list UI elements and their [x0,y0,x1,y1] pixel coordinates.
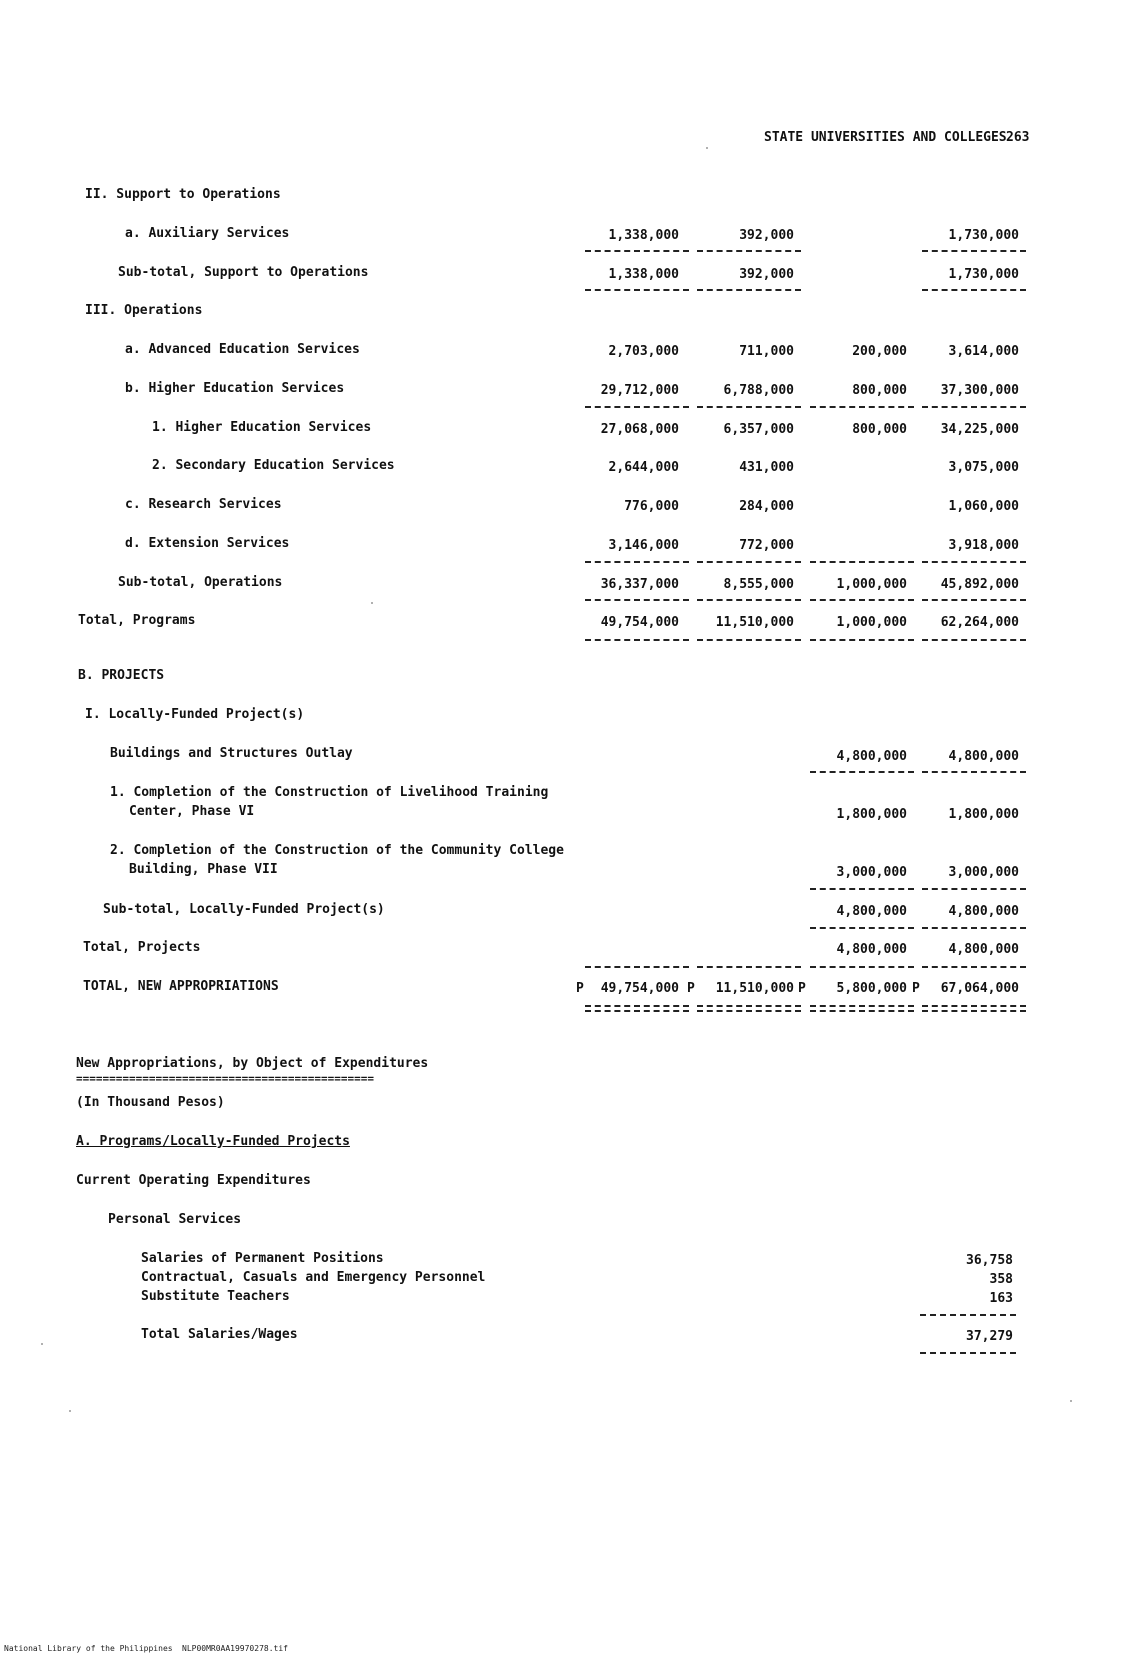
operations-subtotal-col2: 8,555,000 [723,577,794,592]
current-operating-heading: Current Operating Expenditures [76,1173,311,1188]
grand-total-col2: 11,510,000 [715,981,794,996]
total-projects-col4: 4,800,000 [948,942,1019,957]
rule [922,289,1026,291]
peso-sign-col2: P [687,981,695,996]
scan-speck [1070,1400,1072,1402]
page-number: 263 [1006,130,1030,145]
total-programs-col2: 11,510,000 [715,615,794,630]
rule [922,966,1026,968]
peso-sign-col3: P [798,981,806,996]
total-projects-label: Total, Projects [83,940,201,955]
rule [697,250,801,252]
contractual-item-value: 358 [989,1272,1013,1287]
research-col2: 284,000 [739,499,794,514]
support-subtotal-label: Sub-total, Support to Operations [118,265,369,280]
operations-heading: III. Operations [85,303,203,318]
scan-speck [706,147,708,149]
substitute-item-label: Substitute Teachers [141,1289,290,1304]
rule [922,771,1026,773]
extension-col1: 3,146,000 [608,538,679,553]
operations-subtotal-col4: 45,892,000 [940,577,1019,592]
peso-sign-col1: P [576,981,584,996]
advanced-col3: 200,000 [852,344,907,359]
higher-col2: 6,788,000 [723,383,794,398]
higher-col3: 800,000 [852,383,907,398]
extension-label: d. Extension Services [125,536,290,551]
contractual-item-label: Contractual, Casuals and Emergency Personnel [141,1270,486,1285]
operations-subtotal-label: Sub-total, Operations [118,575,283,590]
objects-heading: New Appropriations, by Object of Expenditures [76,1056,429,1071]
peso-sign-col4: P [912,981,920,996]
project1-col4: 1,800,000 [948,807,1019,822]
unit-note: (In Thousand Pesos) [76,1095,225,1110]
operations-subtotal-col3: 1,000,000 [836,577,907,592]
rule [585,599,689,601]
projects-heading: B. PROJECTS [78,668,165,683]
rule [810,639,914,641]
extension-col4: 3,918,000 [948,538,1019,553]
support-subtotal-col4: 1,730,000 [948,267,1019,282]
scan-speck [69,1410,71,1412]
personal-services-heading: Personal Services [108,1212,242,1227]
total-salaries-label: Total Salaries/Wages [141,1327,298,1342]
rule [697,639,801,641]
substitute-item-value: 163 [989,1291,1013,1306]
total-programs-label: Total, Programs [78,613,196,628]
rule [810,966,914,968]
objects-heading-underline: ============================================= [76,1072,375,1085]
double-rule [697,1005,801,1012]
rule [920,1314,1016,1316]
rule [697,289,801,291]
auxiliary-label: a. Auxiliary Services [125,226,290,241]
footer-library: National Library of the Philippines [4,1644,173,1653]
rule [697,561,801,563]
higher-sub-label: 1. Higher Education Services [152,420,372,435]
projects-subtotal-col3: 4,800,000 [836,904,907,919]
rule [810,927,914,929]
support-heading: II. Support to Operations [85,187,281,202]
rule [810,561,914,563]
rule [810,771,914,773]
higher-col4: 37,300,000 [940,383,1019,398]
scan-speck [371,602,373,604]
programs-section-heading: A. Programs/Locally-Funded Projects [76,1134,350,1149]
rule [922,599,1026,601]
rule [585,406,689,408]
higher-sub-col4: 34,225,000 [940,422,1019,437]
project2-col4: 3,000,000 [948,865,1019,880]
higher-label: b. Higher Education Services [125,381,345,396]
project1-line2: Center, Phase VI [129,804,255,819]
rule [922,250,1026,252]
research-label: c. Research Services [125,497,282,512]
secondary-col1: 2,644,000 [608,460,679,475]
rule [697,966,801,968]
advanced-col1: 2,703,000 [608,344,679,359]
total-projects-col3: 4,800,000 [836,942,907,957]
project1-col3: 1,800,000 [836,807,907,822]
total-programs-col4: 62,264,000 [940,615,1019,630]
advanced-col4: 3,614,000 [948,344,1019,359]
secondary-col4: 3,075,000 [948,460,1019,475]
local-projects-heading: I. Locally-Funded Project(s) [85,707,305,722]
higher-sub-col3: 800,000 [852,422,907,437]
buildings-col3: 4,800,000 [836,749,907,764]
extension-col2: 772,000 [739,538,794,553]
rule [922,639,1026,641]
scan-speck [41,1343,43,1345]
projects-subtotal-label: Sub-total, Locally-Funded Project(s) [103,902,385,917]
rule [810,599,914,601]
operations-subtotal-col1: 36,337,000 [600,577,679,592]
secondary-col2: 431,000 [739,460,794,475]
project1-line1: 1. Completion of the Construction of Livelihood Training [110,785,549,800]
higher-sub-col2: 6,357,000 [723,422,794,437]
grand-total-col1: 49,754,000 [600,981,679,996]
project2-line1: 2. Completion of the Construction of the Community College [110,843,564,858]
rule [922,406,1026,408]
rule [922,927,1026,929]
auxiliary-col4: 1,730,000 [948,228,1019,243]
project2-col3: 3,000,000 [836,865,907,880]
salary-item-value: 36,758 [966,1253,1013,1268]
buildings-col4: 4,800,000 [948,749,1019,764]
rule [697,406,801,408]
auxiliary-col1: 1,338,000 [608,228,679,243]
rule [810,406,914,408]
advanced-label: a. Advanced Education Services [125,342,360,357]
rule [920,1352,1016,1354]
total-salaries-value: 37,279 [966,1329,1013,1344]
grand-total-col4: 67,064,000 [940,981,1019,996]
grand-total-col3: 5,800,000 [836,981,907,996]
buildings-label: Buildings and Structures Outlay [110,746,353,761]
project2-line2: Building, Phase VII [129,862,278,877]
projects-subtotal-col4: 4,800,000 [948,904,1019,919]
footer-file: NLP00MR0AA19970278.tif [182,1644,288,1653]
double-rule [922,1005,1026,1012]
rule [585,639,689,641]
salary-item-label: Salaries of Permanent Positions [141,1251,384,1266]
support-subtotal-col1: 1,338,000 [608,267,679,282]
rule [585,250,689,252]
total-programs-col1: 49,754,000 [600,615,679,630]
research-col1: 776,000 [624,499,679,514]
grand-total-label: TOTAL, NEW APPROPRIATIONS [83,979,279,994]
auxiliary-col2: 392,000 [739,228,794,243]
rule [585,966,689,968]
higher-col1: 29,712,000 [600,383,679,398]
research-col4: 1,060,000 [948,499,1019,514]
secondary-label: 2. Secondary Education Services [152,458,395,473]
rule [922,888,1026,890]
page-header-title: STATE UNIVERSITIES AND COLLEGES [764,130,1007,145]
rule [922,561,1026,563]
rule [697,599,801,601]
higher-sub-col1: 27,068,000 [600,422,679,437]
rule [810,888,914,890]
rule [585,289,689,291]
rule [585,561,689,563]
support-subtotal-col2: 392,000 [739,267,794,282]
advanced-col2: 711,000 [739,344,794,359]
double-rule [810,1005,914,1012]
total-programs-col3: 1,000,000 [836,615,907,630]
double-rule [585,1005,689,1012]
